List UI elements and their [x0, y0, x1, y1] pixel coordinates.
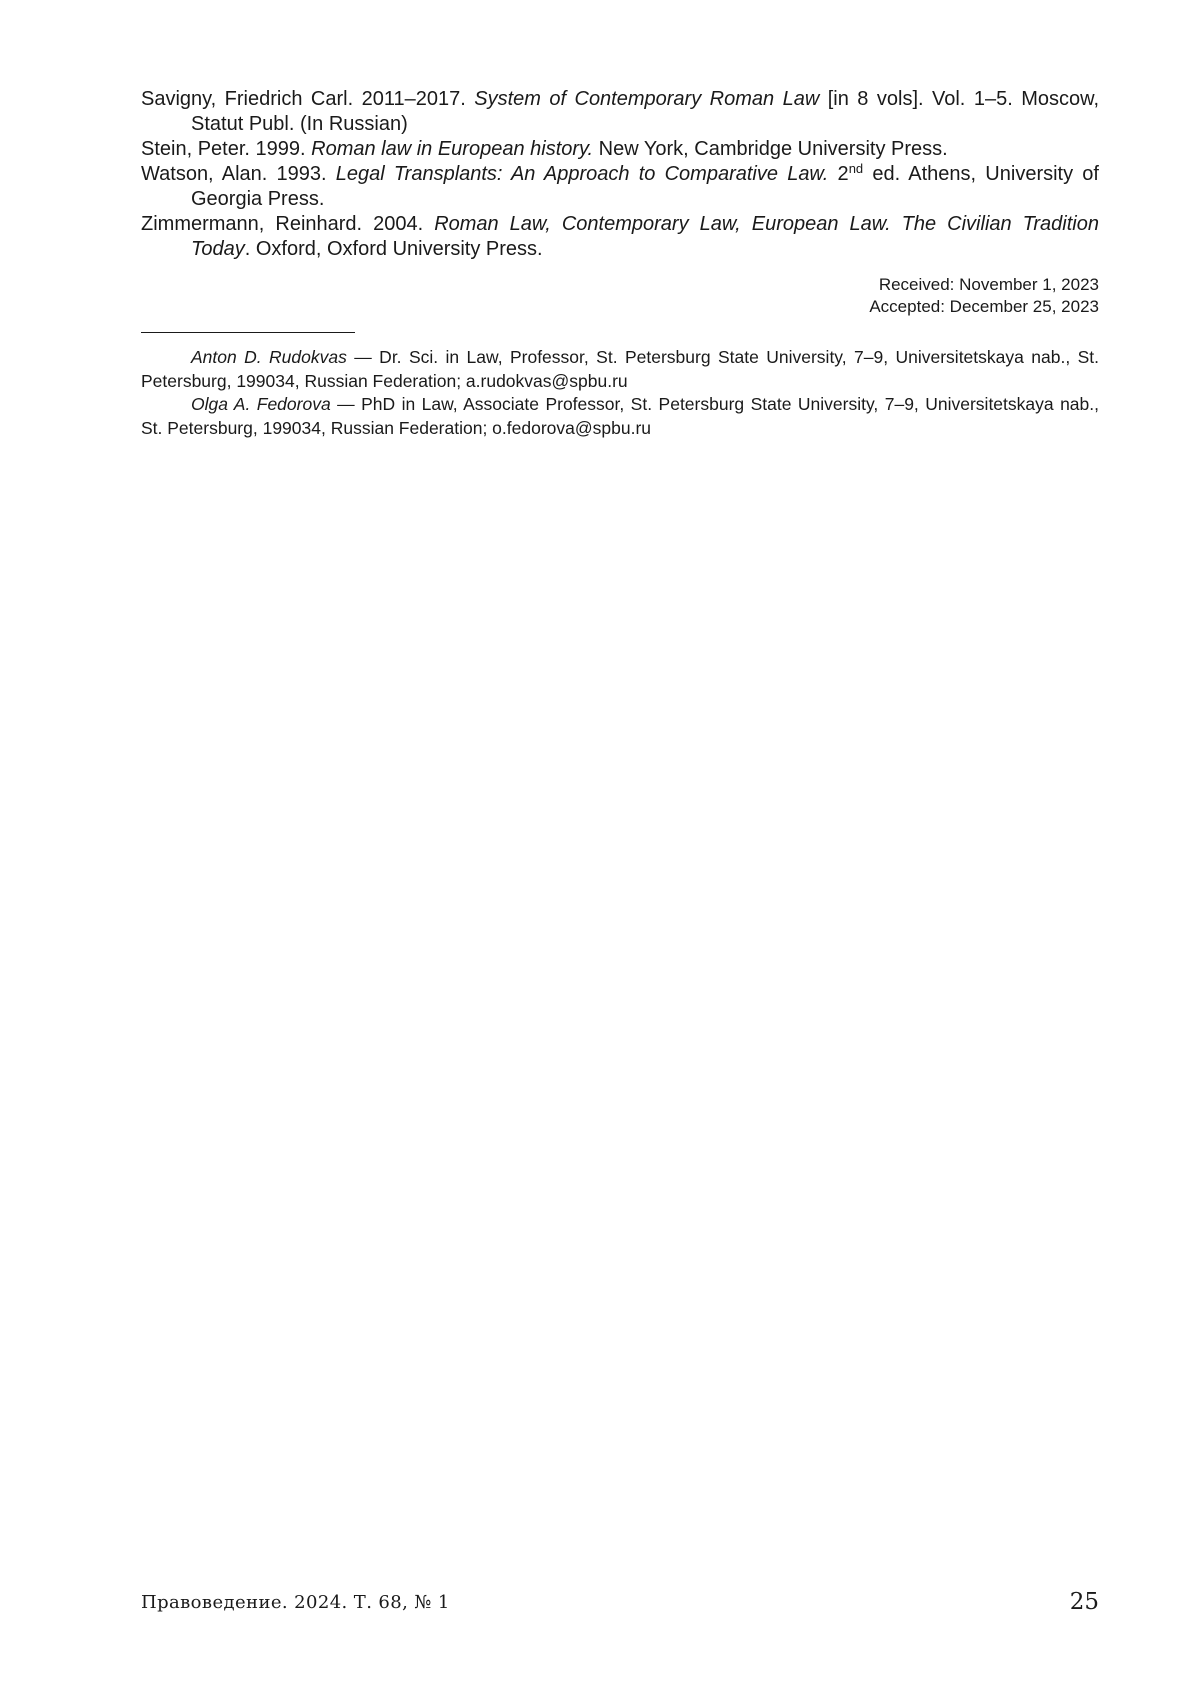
reference-stein	[141, 137, 1099, 162]
reference-publication: . Oxford, Oxford University Press.	[244, 238, 543, 260]
author-note-rudokvas	[141, 346, 1099, 393]
author-name: Olga A. Fedorova	[191, 394, 331, 414]
author-notes	[141, 346, 1099, 440]
reference-author-year: Zimmermann, Reinhard. 2004.	[141, 213, 435, 235]
author-details: — Dr. Sci. in Law, Professor, St. Petersburg State University, 7–9, Universitetskaya nab., St. Petersburg, 199034, Russian Federation; a.rudokvas@spbu.ru	[141, 347, 1099, 391]
page-number: 25	[1069, 1589, 1099, 1615]
reference-title: Roman Law, Contemporary Law, European Law. The Civilian Tradition Today	[191, 213, 1099, 260]
reference-title: Legal Transplants: An Approach to Comparative Law.	[335, 163, 829, 185]
reference-author-year: Savigny, Friedrich Carl. 2011–2017.	[141, 88, 475, 110]
reference-publication: [in 8 vols]. Vol. 1–5. Moscow, Statut Publ. (In Russian)	[191, 88, 1099, 135]
reference-zimmermann	[141, 212, 1099, 262]
footnote-divider	[141, 332, 355, 333]
reference-author-year: Watson, Alan. 1993.	[141, 163, 336, 185]
reference-title: System of Contemporary Roman Law	[474, 88, 820, 110]
received-date: Received: November 1, 2023	[878, 275, 1099, 294]
submission-dates	[141, 274, 1099, 318]
reference-edition-number: 2	[828, 163, 849, 185]
author-details: — PhD in Law, Associate Professor, St. Petersburg State University, 7–9, Universitetskaya nab., St. Petersburg, 199034, Russian Federation; o.fedorova@spbu.ru	[141, 394, 1099, 438]
page-content	[141, 87, 1099, 440]
reference-watson	[141, 162, 1099, 212]
author-note-fedorova	[141, 393, 1099, 440]
page-footer	[141, 1583, 1099, 1617]
journal-info: Правоведение. 2024. Т. 68, № 1	[141, 1592, 450, 1613]
reference-edition-superscript: nd	[848, 161, 864, 176]
reference-publication: New York, Cambridge University Press.	[593, 138, 948, 160]
author-name: Anton D. Rudokvas	[191, 347, 347, 367]
reference-title: Roman law in European history.	[311, 138, 594, 160]
references-list	[141, 87, 1099, 262]
reference-publication: ed. Athens, University of Georgia Press.	[191, 163, 1099, 210]
reference-author-year: Stein, Peter. 1999.	[141, 138, 312, 160]
reference-savigny	[141, 87, 1099, 137]
accepted-date: Accepted: December 25, 2023	[869, 297, 1099, 316]
